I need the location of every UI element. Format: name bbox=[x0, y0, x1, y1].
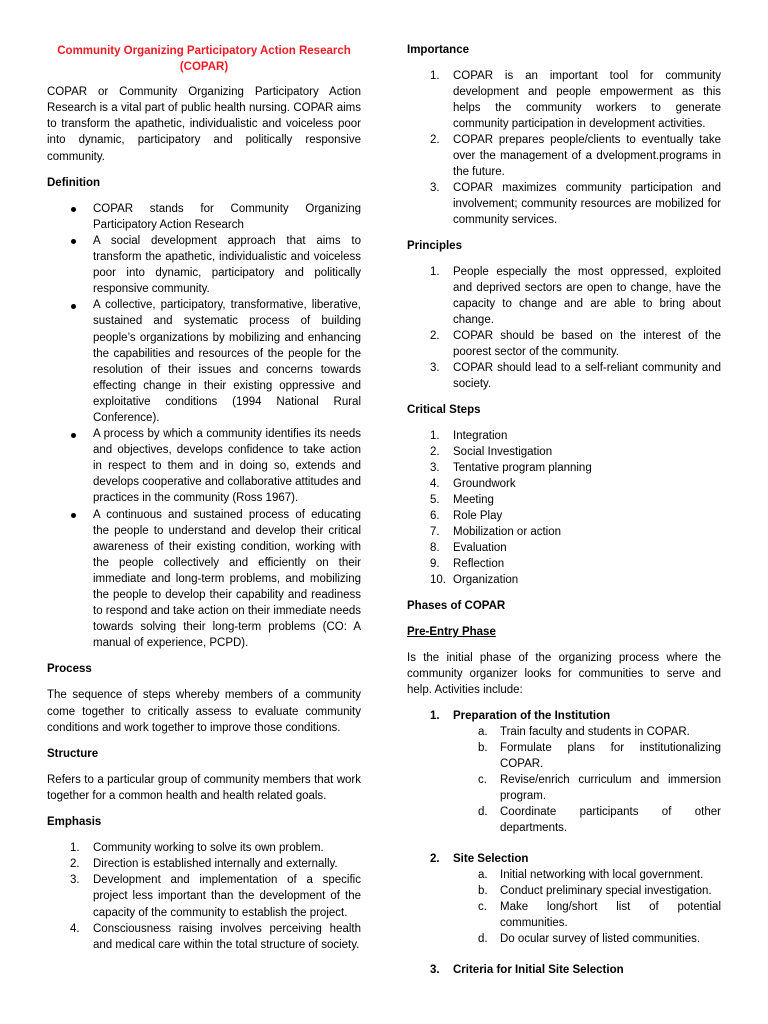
critical-step-text: Meeting bbox=[453, 494, 494, 506]
bullet-icon bbox=[71, 433, 76, 438]
emphasis-item bbox=[47, 840, 361, 856]
critical-step-item bbox=[407, 428, 721, 444]
activity-subitem bbox=[407, 740, 721, 772]
emphasis-heading: Emphasis bbox=[47, 816, 102, 829]
activity-item bbox=[407, 708, 721, 836]
critical-step-text: Evaluation bbox=[453, 542, 507, 554]
bullet-icon bbox=[71, 207, 76, 212]
list-number: 5. bbox=[430, 494, 440, 506]
importance-item-text: COPAR prepares people/clients to eventually take over the management of a dvelopment.programs in the future. bbox=[453, 134, 721, 178]
critical-step-text: Reflection bbox=[453, 558, 505, 570]
right-column bbox=[407, 42, 721, 978]
list-letter: a. bbox=[478, 869, 488, 881]
definition-item bbox=[47, 297, 361, 426]
list-number: 8. bbox=[430, 542, 440, 554]
activity-subitem-text: Coordinate participants of other departments. bbox=[500, 806, 721, 834]
activity-label: Criteria for Initial Site Selection bbox=[453, 964, 624, 976]
activity-subitem-text: Initial networking with local government. bbox=[500, 869, 704, 881]
activity-subitem bbox=[407, 899, 721, 931]
activity-subitem bbox=[407, 883, 721, 899]
list-number: 3. bbox=[430, 462, 440, 474]
importance-heading: Importance bbox=[407, 44, 469, 56]
intro-paragraph: COPAR or Community Organizing Participatory Action Research is a vital part of public health nursing. COPAR aims to transform the apathetic, individualistic and voiceless poor into dynamic, participatory and politically responsive community. bbox=[47, 86, 361, 163]
list-number: 1. bbox=[430, 266, 440, 278]
list-number: 7. bbox=[430, 526, 440, 538]
structure-heading: Structure bbox=[47, 747, 99, 760]
principles-item bbox=[407, 328, 721, 360]
list-number: 1. bbox=[430, 430, 440, 442]
critical-step-item bbox=[407, 444, 721, 460]
critical-step-item bbox=[407, 556, 721, 572]
activity-subitem-text: Train faculty and students in COPAR. bbox=[500, 726, 690, 738]
definition-heading: Definition bbox=[47, 176, 101, 189]
definition-item-text: A process by which a community identifies its needs and objectives, develops confidence to take action in respect to them and in doing so, extends and develops cooperative and collaborative attitudes and practices in the community (Ross 1967). bbox=[93, 428, 361, 505]
structure-paragraph: Refers to a particular group of community members that work together for a common health and health related goals. bbox=[47, 773, 361, 802]
critical-step-text: Integration bbox=[453, 430, 508, 442]
activity-row bbox=[407, 851, 721, 867]
critical-step-text: Groundwork bbox=[453, 478, 516, 490]
importance-item-text: COPAR maximizes community participation and involvement; community resources are mobilized for community services. bbox=[453, 182, 721, 226]
critical-steps-heading: Critical Steps bbox=[407, 404, 481, 416]
definition-item-text: A continuous and sustained process of educating the people to understand and develop their critical awareness of their existing condition, working with the people collectively and efficiently on their immediate and long-term problems, and mobilizing the people to develop their capability and readiness to respond and take action on their immediate needs towards solving their long-term problems (CO: A manual of experience, PCPD). bbox=[93, 508, 361, 650]
list-letter: d. bbox=[478, 933, 488, 945]
left-column bbox=[47, 43, 361, 963]
critical-step-item bbox=[407, 492, 721, 508]
activity-subitem bbox=[407, 724, 721, 740]
emphasis-item-text: Direction is established internally and externally. bbox=[93, 858, 338, 871]
list-number: 4. bbox=[430, 478, 440, 490]
critical-step-item bbox=[407, 524, 721, 540]
critical-step-text: Organization bbox=[453, 574, 519, 586]
activity-row bbox=[407, 708, 721, 724]
list-number: 2. bbox=[70, 858, 80, 871]
emphasis-item-text: Consciousness raising involves perceiving health and medical care within the total structure of society. bbox=[93, 922, 361, 951]
list-number: 3. bbox=[70, 874, 80, 887]
activity-subitem-text: Formulate plans for institutionalizing COPAR. bbox=[500, 742, 721, 770]
principles-heading: Principles bbox=[407, 240, 462, 252]
list-number: 1. bbox=[430, 70, 440, 82]
activities-list bbox=[407, 708, 721, 978]
critical-step-text: Social Investigation bbox=[453, 446, 553, 458]
activity-subitem-text: Revise/enrich curriculum and immersion program. bbox=[500, 774, 721, 802]
principles-item-text: COPAR should be based on the interest of the poorest sector of the community. bbox=[453, 330, 721, 358]
list-letter: a. bbox=[478, 726, 488, 738]
activity-sublist bbox=[407, 724, 721, 836]
document-title: Community Organizing Participatory Action Research (COPAR) bbox=[57, 45, 351, 74]
critical-step-item bbox=[407, 460, 721, 476]
pre-entry-paragraph: Is the initial phase of the organizing process where the community organizer looks for communities to serve and help. Activities include: bbox=[407, 652, 721, 696]
critical-step-text: Tentative program planning bbox=[453, 462, 592, 474]
activity-label: Site Selection bbox=[453, 853, 529, 865]
critical-step-item bbox=[407, 476, 721, 492]
importance-item-text: COPAR is an important tool for community development and people empowerment as this helps the community workers to generate community participation in development activities. bbox=[453, 70, 721, 130]
principles-item bbox=[407, 360, 721, 392]
list-number: 2. bbox=[430, 134, 440, 146]
emphasis-item-text: Community working to solve its own problem. bbox=[93, 842, 324, 855]
process-paragraph: The sequence of steps whereby members of a community come together to critically assess to evaluate community conditions and work together to improve those conditions. bbox=[47, 689, 361, 734]
list-number: 4. bbox=[70, 922, 80, 935]
importance-item bbox=[407, 132, 721, 180]
bullet-icon bbox=[71, 304, 76, 309]
definition-item-text: A social development approach that aims to transform the apathetic, individualistic and voiceless poor into dynamic, participatory and politically responsive community. bbox=[93, 234, 361, 296]
list-letter: c. bbox=[478, 901, 487, 913]
list-letter: c. bbox=[478, 774, 487, 786]
principles-list bbox=[407, 264, 721, 392]
activity-subitem bbox=[407, 772, 721, 804]
activity-label: Preparation of the Institution bbox=[453, 710, 611, 722]
critical-step-text: Mobilization or action bbox=[453, 526, 562, 538]
list-number: 2. bbox=[430, 446, 440, 458]
list-number: 3. bbox=[430, 964, 440, 976]
emphasis-item-text: Development and implementation of a specific project less important than the development of the capacity of the community to establish the project. bbox=[93, 874, 361, 919]
pre-entry-phase-heading: Pre-Entry Phase bbox=[407, 626, 496, 638]
activity-item bbox=[407, 962, 721, 978]
emphasis-list bbox=[47, 840, 361, 953]
activity-subitem bbox=[407, 931, 721, 947]
phases-heading: Phases of COPAR bbox=[407, 600, 506, 612]
critical-step-text: Role Play bbox=[453, 510, 503, 522]
critical-step-item bbox=[407, 572, 721, 588]
activity-subitem bbox=[407, 804, 721, 836]
emphasis-item bbox=[47, 921, 361, 953]
definition-item-text: COPAR stands for Community Organizing Participatory Action Research bbox=[93, 202, 361, 231]
list-number: 3. bbox=[430, 182, 440, 194]
activity-subitem bbox=[407, 867, 721, 883]
definition-item bbox=[47, 201, 361, 233]
bullet-icon bbox=[71, 239, 76, 244]
importance-item bbox=[407, 68, 721, 132]
definition-item bbox=[47, 233, 361, 297]
importance-list bbox=[407, 68, 721, 228]
activity-subitem-text: Do ocular survey of listed communities. bbox=[500, 933, 701, 945]
emphasis-item bbox=[47, 856, 361, 872]
list-number: 1. bbox=[70, 842, 80, 855]
emphasis-item bbox=[47, 872, 361, 920]
principles-item-text: COPAR should lead to a self-reliant community and society. bbox=[453, 362, 721, 390]
list-number: 10. bbox=[430, 574, 446, 586]
definition-list bbox=[47, 201, 361, 652]
list-number: 6. bbox=[430, 510, 440, 522]
definition-item bbox=[47, 507, 361, 652]
activity-sublist bbox=[407, 867, 721, 947]
list-number: 2. bbox=[430, 330, 440, 342]
principles-item bbox=[407, 264, 721, 328]
principles-item-text: People especially the most oppressed, exploited and deprived sectors are open to change, have the capacity to change and are able to bring about change. bbox=[453, 266, 721, 326]
importance-item bbox=[407, 180, 721, 228]
list-number: 3. bbox=[430, 362, 440, 374]
activity-item bbox=[407, 851, 721, 947]
critical-step-item bbox=[407, 508, 721, 524]
list-letter: b. bbox=[478, 742, 488, 754]
bullet-icon bbox=[71, 513, 76, 518]
list-number: 1. bbox=[430, 710, 440, 722]
critical-step-item bbox=[407, 540, 721, 556]
list-letter: d. bbox=[478, 806, 488, 818]
list-number: 9. bbox=[430, 558, 440, 570]
process-heading: Process bbox=[47, 663, 92, 676]
list-number: 2. bbox=[430, 853, 440, 865]
definition-item bbox=[47, 426, 361, 506]
definition-item-text: A collective, participatory, transformative, liberative, sustained and systematic process of building people’s organizations by mobilizing and enhancing the capabilities and resources of the people for the resolution of their issues and concerns towards effecting change in their existing oppressive and exploitative conditions (1994 National Rural Conference). bbox=[93, 299, 361, 424]
activity-subitem-text: Make long/short list of potential communities. bbox=[500, 901, 721, 929]
critical-steps-list bbox=[407, 428, 721, 588]
activity-row bbox=[407, 962, 721, 978]
activity-subitem-text: Conduct preliminary special investigation. bbox=[500, 885, 712, 897]
list-letter: b. bbox=[478, 885, 488, 897]
